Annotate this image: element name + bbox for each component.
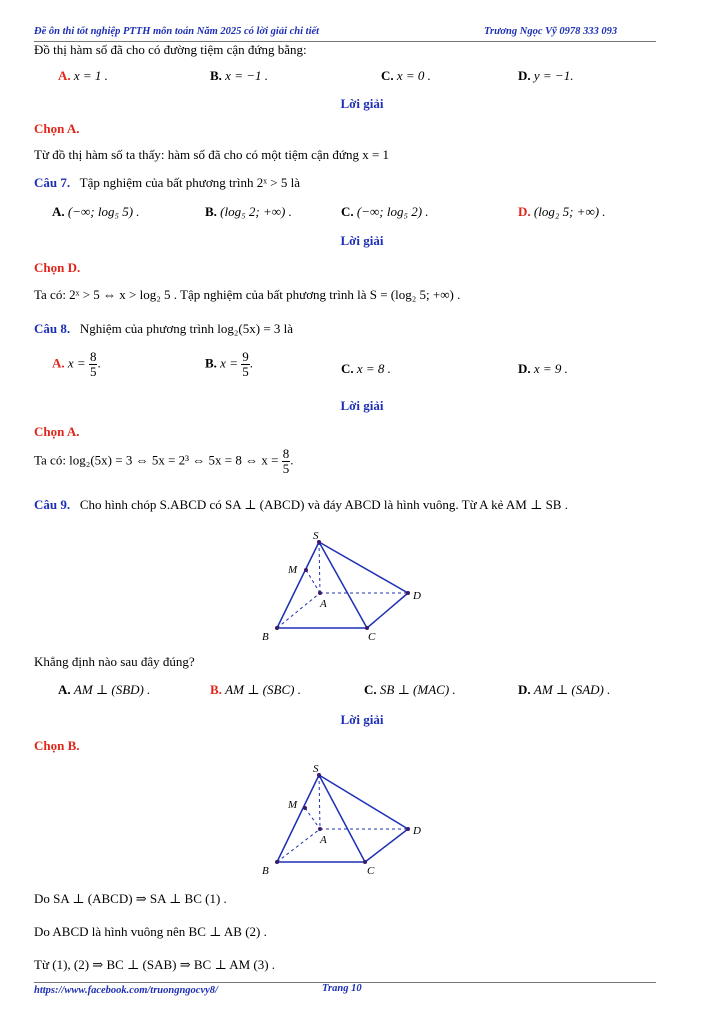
q9-choice: Chọn B. (34, 738, 80, 753)
point-a (318, 827, 322, 831)
q6-option-a: A. x = 1 . (58, 68, 108, 83)
q7-option-b: B. (log₅ 2; +∞) . (205, 204, 292, 219)
header-author: Trương Ngọc Vỹ 0978 333 093 (484, 26, 618, 37)
q8-option-c: C. x = 8 . (341, 361, 391, 376)
label-m: M (288, 799, 298, 811)
point-m (303, 806, 307, 810)
edge-sa-hidden (319, 775, 320, 829)
pyramid-figure-2 (250, 758, 430, 883)
point-c (365, 626, 369, 630)
q8-option-d: D. x = 9 . (518, 361, 568, 376)
label-s: S (313, 763, 319, 775)
q8-option-b: B. x = $\frac{9}{5}$ . (205, 349, 253, 379)
point-b (275, 626, 279, 630)
q7-option-c: C. (−∞; log₅ 2) . (341, 204, 429, 219)
label-b: B (262, 631, 269, 643)
edge-sd (319, 775, 408, 829)
point-d (406, 827, 410, 831)
q9-stem: Câu 9. Cho hình chóp S.ABCD có SA ⊥ (ABCD) và đáy ABCD là hình vuông. Từ A kẻ AM ⊥ SB . (34, 497, 568, 512)
edge-cd (367, 593, 408, 628)
q9-solution-heading: Lời giải (340, 712, 384, 727)
header-title: Đề ôn thi tốt nghiệp PTTH môn toán Năm 2025 có lời giải chi tiết (34, 26, 320, 37)
q8-explanation: Ta có: log₂(5x) = 3 ⇔ 5x = 2³ ⇔ 5x = 8 ⇔ x = $\frac{8}{5}$ . (34, 446, 294, 476)
edge-sb (277, 542, 319, 628)
point-c (363, 860, 367, 864)
label-c: C (368, 631, 376, 643)
q7-option-a: A. (−∞; log₅ 5) . (52, 204, 140, 219)
q7-stem: Câu 7. Tập nghiệm của bất phương trình 2ˣ > 5 là (34, 175, 300, 190)
q6-choice: Chọn A. (34, 121, 80, 136)
label-m: M (288, 564, 298, 576)
q6-option-c: C. x = 0 . (381, 68, 431, 83)
edge-cd (365, 829, 408, 862)
point-b (275, 860, 279, 864)
label-a: A (320, 598, 327, 610)
q9-option-a: A. AM ⊥ (SBD) . (58, 682, 151, 697)
q6-explanation: Từ đồ thị hàm số ta thấy: hàm số đã cho có một tiệm cận đứng x = 1 (34, 147, 390, 162)
q9-solution-line-1: Do SA ⊥ (ABCD) ⇒ SA ⊥ BC (1) . (34, 891, 227, 906)
edge-ba-hidden (277, 593, 320, 628)
label-a: A (320, 834, 327, 846)
label-d: D (413, 590, 421, 602)
q7-solution-heading: Lời giải (340, 233, 384, 248)
segment-am (305, 808, 320, 829)
q6-stem: Đồ thị hàm số đã cho có đường tiệm cận đứng bằng: (34, 42, 307, 57)
edge-sd (319, 542, 408, 593)
q8-choice: Chọn A. (34, 424, 80, 439)
edge-sc (319, 775, 365, 862)
q6-solution-heading: Lời giải (340, 96, 384, 111)
point-m (304, 568, 308, 572)
point-d (406, 591, 410, 595)
q9-prompt: Khẳng định nào sau đây đúng? (34, 654, 195, 669)
q9-option-c: C. SB ⊥ (MAC) . (364, 682, 456, 697)
label-d: D (413, 825, 421, 837)
footer-link[interactable]: https://www.facebook.com/truongngocvy8/ (34, 985, 218, 996)
q7-option-d: D. (log₂ 5; +∞) . (518, 204, 606, 219)
edge-ba-hidden (277, 829, 320, 862)
q6-option-d: D. y = −1. (518, 68, 574, 83)
label-b: B (262, 865, 269, 877)
q8-solution-heading: Lời giải (340, 398, 384, 413)
q9-option-d: D. AM ⊥ (SAD) . (518, 682, 611, 697)
footer-page-number: Trang 10 (322, 983, 362, 994)
q9-solution-line-3: Từ (1), (2) ⇒ BC ⊥ (SAB) ⇒ BC ⊥ AM (3) . (34, 957, 276, 972)
segment-am (306, 570, 320, 593)
q8-option-a: A. x = $\frac{8}{5}$ . (52, 349, 101, 379)
label-s: S (313, 530, 319, 542)
q6-option-b: B. x = −1 . (210, 68, 268, 83)
q9-option-b: B. AM ⊥ (SBC) . (210, 682, 301, 697)
point-a (318, 591, 322, 595)
q7-explanation: Ta có: 2ˣ > 5 ⇔ x > log₂ 5 . Tập nghiệm của bất phương trình là S = (log₂ 5; +∞) . (34, 287, 461, 302)
pyramid-figure-1 (250, 525, 430, 650)
label-c: C (367, 865, 375, 877)
q8-stem: Câu 8. Nghiệm của phương trình log₂(5x) = 3 là (34, 321, 294, 336)
q7-choice: Chọn D. (34, 260, 81, 275)
q9-solution-line-2: Do ABCD là hình vuông nên BC ⊥ AB (2) . (34, 924, 267, 939)
edge-sa-hidden (319, 542, 320, 593)
